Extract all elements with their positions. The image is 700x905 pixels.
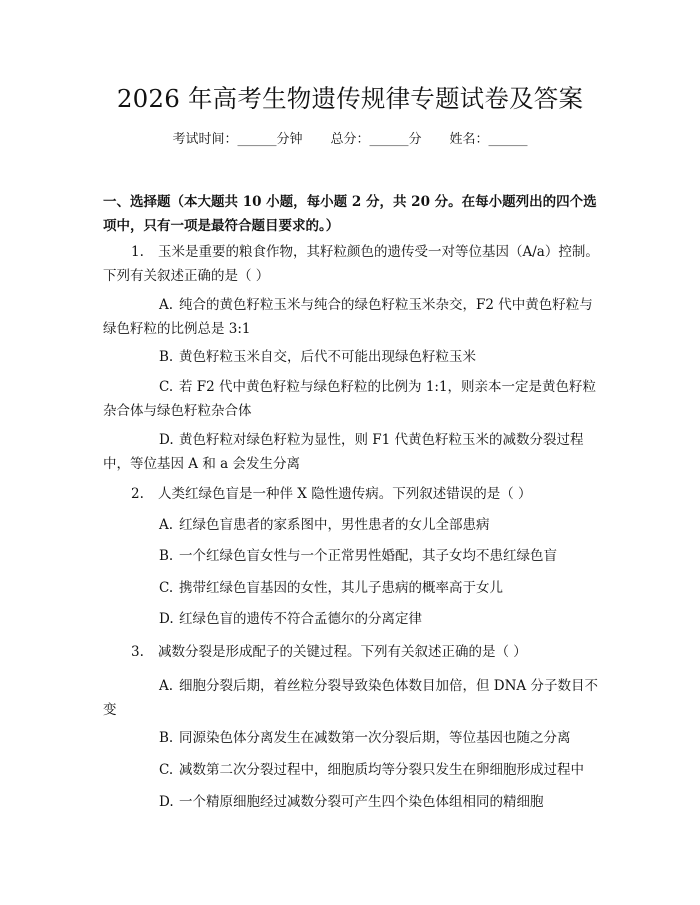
- option-label: D.: [159, 794, 174, 810]
- question-1-stem: [103, 240, 600, 288]
- exam-time-field: 考试时间：______分钟: [172, 132, 303, 147]
- question-1-option-c: [103, 375, 600, 423]
- question-1-option-b: [103, 345, 600, 369]
- question-1-option-a: [103, 293, 600, 341]
- question-text: 减数分裂是形成配子的关键过程。下列有关叙述正确的是（ ）: [158, 644, 527, 660]
- question-text: 玉米是重要的粮食作物，其籽粒颜色的遗传受一对等位基因（A/a）控制。下列有关叙述正确的是（ ）: [103, 244, 599, 284]
- option-label: B.: [159, 730, 174, 746]
- question-3-option-c: [103, 758, 600, 782]
- section-heading: 一、选择题（本大题共 10 小题，每小题 2 分，共 20 分。在每小题列出的四个选项中，只有一项是最符合题目要求的。）: [103, 194, 597, 234]
- option-label: C.: [159, 379, 174, 395]
- question-number: 1.: [131, 244, 144, 260]
- question-3-stem: [103, 640, 600, 664]
- question-2-stem: [103, 482, 600, 506]
- option-label: A.: [159, 517, 174, 533]
- option-label: C.: [159, 762, 174, 778]
- question-2-option-c: [103, 576, 600, 600]
- page-title: 2026 年高考生物遗传规律专题试卷及答案: [116, 84, 584, 113]
- question-3-option-d: [103, 790, 600, 814]
- option-label: C.: [159, 580, 174, 596]
- option-text: 若 F2 代中黄色籽粒与绿色籽粒的比例为 1:1，则亲本一定是黄色籽粒杂合体与绿色籽粒杂合体: [103, 379, 597, 419]
- question-text: 人类红绿色盲是一种伴 X 隐性遗传病。下列叙述错误的是（ ）: [158, 486, 532, 502]
- name-field: 姓名：______: [449, 132, 528, 147]
- option-text: 红绿色盲的遗传不符合孟德尔的分离定律: [179, 611, 422, 627]
- question-3-option-b: [103, 726, 600, 750]
- question-2-option-d: [103, 607, 600, 631]
- option-text: 同源染色体分离发生在减数第一次分裂后期，等位基因也随之分离: [179, 730, 571, 746]
- option-label: D.: [159, 432, 174, 448]
- option-text: 黄色籽粒对绿色籽粒为显性，则 F1 代黄色籽粒玉米的减数分裂过程中，等位基因 A 和 a 会发生分离: [103, 432, 584, 472]
- option-text: 细胞分裂后期，着丝粒分裂导致染色体数目加倍，但 DNA 分子数目不变: [103, 678, 598, 718]
- option-text: 携带红绿色盲基因的女性，其儿子患病的概率高于女儿: [179, 580, 503, 596]
- option-text: 红绿色盲患者的家系图中，男性患者的女儿全部患病: [179, 517, 490, 533]
- option-text: 减数第二次分裂过程中，细胞质均等分裂只发生在卵细胞形成过程中: [179, 762, 584, 778]
- option-label: A.: [159, 297, 174, 313]
- option-text: 纯合的黄色籽粒玉米与纯合的绿色籽粒玉米杂交，F2 代中黄色籽粒与绿色籽粒的比例总是 3:1: [103, 297, 593, 337]
- question-1-option-d: [103, 428, 600, 476]
- question-3-option-a: [103, 674, 600, 722]
- option-label: B.: [159, 349, 174, 365]
- option-text: 一个红绿色盲女性与一个正常男性婚配，其子女均不患红绿色盲: [179, 548, 557, 564]
- total-score-field: 总分：______分: [330, 132, 422, 147]
- option-text: 黄色籽粒玉米自交，后代不可能出现绿色籽粒玉米: [179, 349, 476, 365]
- question-2-option-b: [103, 544, 600, 568]
- exam-info-line: [0, 130, 700, 150]
- option-label: B.: [159, 548, 174, 564]
- question-number: 2.: [131, 486, 144, 502]
- option-text: 一个精原细胞经过减数分裂可产生四个染色体组相同的精细胞: [179, 794, 544, 810]
- option-label: D.: [159, 611, 174, 627]
- option-label: A.: [159, 678, 174, 694]
- question-number: 3.: [131, 644, 144, 660]
- question-2-option-a: [103, 513, 600, 537]
